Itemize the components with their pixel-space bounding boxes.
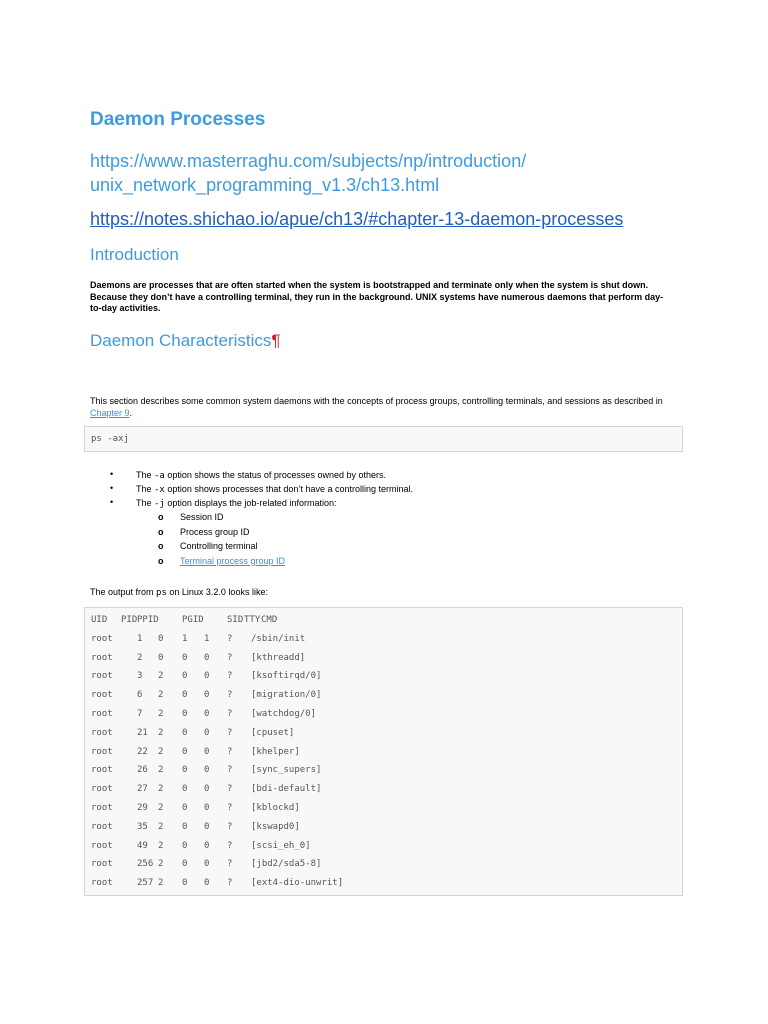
output-row	[91, 803, 682, 822]
cell-ppid: 0	[158, 652, 164, 663]
cell-uid: root	[91, 859, 113, 870]
header-ppid: PPID	[137, 615, 159, 625]
cell-pid: 35	[137, 821, 148, 832]
cell-cmd: [kblockd]	[251, 802, 300, 813]
cell-tty: ?	[227, 671, 233, 682]
circle-bullet-icon: o	[158, 555, 164, 566]
cell-ppid: 2	[158, 765, 164, 776]
cell-uid: root	[91, 746, 113, 757]
heading-anchor-link[interactable]: ¶	[271, 331, 281, 350]
output-row	[91, 690, 682, 709]
cell-sid: 0	[204, 727, 210, 738]
source-url-text	[90, 149, 710, 197]
cell-uid: root	[91, 878, 113, 889]
header-uid: UID	[91, 615, 108, 625]
terminal-pgid-link[interactable]: Terminal process group ID	[180, 555, 286, 566]
cell-pid: 1	[137, 633, 143, 644]
option-pre: The	[136, 498, 155, 508]
option-flag: -x	[154, 485, 165, 495]
cell-tty: ?	[227, 840, 233, 851]
header-cmd: CMD	[261, 615, 278, 625]
bullet-icon: •	[110, 497, 114, 507]
cell-pid: 2	[137, 652, 143, 663]
list-item	[158, 556, 285, 571]
header-pid: PID	[121, 615, 138, 625]
cell-sid: 0	[204, 690, 210, 701]
cell-sid: 1	[204, 633, 210, 644]
cell-uid: root	[91, 727, 113, 738]
cell-pgid: 0	[182, 708, 188, 719]
cell-uid: root	[91, 821, 113, 832]
cell-ppid: 2	[158, 878, 164, 889]
characteristics-heading	[90, 331, 281, 351]
source-url-line-2: unix_network_programming_v1.3/ch13.html	[90, 175, 440, 195]
output-row	[91, 709, 682, 728]
cell-pid: 22	[137, 746, 148, 757]
introduction-paragraph: Daemons are processes that are often started when the system is bootstrapped and terminate only when the system is shut down. Because they don’t have a controlling terminal, they run in the background. UNIX systems have numerous daemons that perform day-to-day activities.	[90, 280, 664, 313]
cell-ppid: 2	[158, 690, 164, 701]
cell-pgid: 0	[182, 821, 188, 832]
cell-cmd: /sbin/init	[251, 633, 306, 644]
cell-pgid: 0	[182, 690, 188, 701]
output-row	[91, 822, 682, 841]
circle-bullet-icon: o	[158, 526, 164, 537]
cell-tty: ?	[227, 784, 233, 795]
cell-tty: ?	[227, 765, 233, 776]
header-tty: TTY	[244, 615, 261, 625]
cell-ppid: 2	[158, 840, 164, 851]
output-row	[91, 634, 682, 653]
command-code-block	[84, 426, 683, 452]
cell-ppid: 2	[158, 671, 164, 682]
cell-sid: 0	[204, 765, 210, 776]
cell-uid: root	[91, 765, 113, 776]
cell-cmd: [watchdog/0]	[251, 708, 317, 719]
cell-cmd: [migration/0]	[251, 690, 322, 701]
list-item	[158, 512, 285, 527]
cell-pgid: 0	[182, 859, 188, 870]
cell-ppid: 2	[158, 802, 164, 813]
option-pre: The	[136, 484, 155, 494]
cell-pgid: 0	[182, 652, 188, 663]
cell-ppid: 2	[158, 708, 164, 719]
cell-pgid: 0	[182, 765, 188, 776]
output-row	[91, 728, 682, 747]
cell-ppid: 2	[158, 784, 164, 795]
cell-cmd: [bdi-default]	[251, 784, 322, 795]
option-flag: -a	[154, 471, 165, 481]
cell-tty: ?	[227, 708, 233, 719]
cell-cmd: [cpuset]	[251, 727, 295, 738]
output-intro-post: on Linux 3.2.0 looks like:	[166, 587, 268, 597]
notes-link[interactable]: https://notes.shichao.io/apue/ch13/#chapter-13-daemon-processes	[90, 209, 624, 229]
cell-ppid: 2	[158, 859, 164, 870]
bullet-icon: •	[110, 483, 114, 493]
output-intro-pre: The output from	[90, 587, 157, 597]
cell-pgid: 0	[182, 746, 188, 757]
cell-tty: ?	[227, 821, 233, 832]
output-row	[91, 841, 682, 860]
cell-sid: 0	[204, 708, 210, 719]
circle-bullet-icon: o	[158, 541, 164, 551]
cell-pid: 257	[137, 878, 154, 889]
chapter-9-link[interactable]: Chapter 9	[90, 407, 130, 418]
cell-cmd: [kswapd0]	[251, 821, 300, 832]
cell-sid: 0	[204, 840, 210, 851]
cell-pgid: 0	[182, 784, 188, 795]
cell-uid: root	[91, 652, 113, 663]
cell-cmd: [ksoftirqd/0]	[251, 671, 322, 682]
cell-uid: root	[91, 708, 113, 719]
list-item	[110, 484, 670, 498]
section-paragraph	[90, 396, 690, 419]
cell-sid: 0	[204, 821, 210, 832]
options-list	[110, 470, 670, 512]
cell-pgid: 0	[182, 802, 188, 813]
introduction-heading: Introduction	[90, 245, 179, 264]
cell-uid: root	[91, 671, 113, 682]
cell-uid: root	[91, 840, 113, 851]
cell-cmd: [khelper]	[251, 746, 300, 757]
cell-sid: 0	[204, 859, 210, 870]
list-item	[110, 498, 670, 512]
cell-pid: 256	[137, 859, 154, 870]
job-info-list	[158, 512, 285, 570]
cell-tty: ?	[227, 633, 233, 644]
cell-pgid: 0	[182, 878, 188, 889]
cell-sid: 0	[204, 784, 210, 795]
cell-uid: root	[91, 633, 113, 644]
cell-pid: 21	[137, 727, 148, 738]
cell-ppid: 0	[158, 633, 164, 644]
cell-cmd: [ext4-dio-unwrit]	[251, 878, 344, 889]
section-text: This section describes some common system daemons with the concepts of process groups, controlling terminals, and sessions as described in	[90, 396, 663, 406]
option-pre: The	[136, 470, 155, 480]
output-row	[91, 765, 682, 784]
source-url-line-1: https://www.masterraghu.com/subjects/np/introduction/	[90, 151, 527, 171]
cell-pid: 26	[137, 765, 148, 776]
cell-tty: ?	[227, 859, 233, 870]
cell-pid: 7	[137, 708, 143, 719]
option-desc: option displays the job-related information:	[164, 498, 337, 508]
cell-ppid: 2	[158, 727, 164, 738]
cell-tty: ?	[227, 802, 233, 813]
option-flag: -j	[154, 499, 165, 509]
output-rows	[91, 634, 682, 897]
cell-pgid: 1	[182, 633, 188, 644]
cell-pid: 29	[137, 802, 148, 813]
output-row	[91, 653, 682, 672]
list-item	[158, 527, 285, 542]
ps-output-code-block	[84, 607, 683, 896]
cell-pid: 49	[137, 840, 148, 851]
cell-sid: 0	[204, 746, 210, 757]
cell-tty: ?	[227, 878, 233, 889]
output-row	[91, 859, 682, 878]
cell-uid: root	[91, 690, 113, 701]
job-info-item: Process group ID	[180, 526, 250, 537]
bullet-icon: •	[110, 469, 114, 479]
cell-pgid: 0	[182, 671, 188, 682]
cell-pgid: 0	[182, 840, 188, 851]
output-row	[91, 784, 682, 803]
output-row	[91, 878, 682, 897]
output-row	[91, 671, 682, 690]
characteristics-heading-text: Daemon Characteristics	[90, 331, 272, 350]
list-item	[110, 470, 670, 484]
cell-ppid: 2	[158, 746, 164, 757]
list-item	[158, 541, 285, 556]
cell-tty: ?	[227, 727, 233, 738]
output-header-row	[91, 615, 682, 634]
cell-cmd: [sync_supers]	[251, 765, 322, 776]
header-pgid: PGID	[182, 615, 204, 625]
cell-pid: 27	[137, 784, 148, 795]
cell-sid: 0	[204, 671, 210, 682]
command-text: ps -axj	[91, 434, 129, 444]
page-title: Daemon Processes	[90, 109, 266, 130]
circle-bullet-icon: o	[158, 512, 164, 522]
cell-ppid: 2	[158, 821, 164, 832]
output-intro-cmd: ps	[156, 588, 167, 598]
cell-cmd: [jbd2/sda5-8]	[251, 859, 322, 870]
cell-pid: 3	[137, 671, 143, 682]
header-sid: SID	[227, 615, 244, 625]
cell-sid: 0	[204, 652, 210, 663]
output-intro	[90, 587, 268, 598]
cell-sid: 0	[204, 878, 210, 889]
cell-tty: ?	[227, 690, 233, 701]
job-info-item: Session ID	[180, 512, 224, 522]
output-row	[91, 747, 682, 766]
cell-tty: ?	[227, 746, 233, 757]
cell-pgid: 0	[182, 727, 188, 738]
option-desc: option shows the status of processes owned by others.	[164, 470, 386, 480]
cell-cmd: [kthreadd]	[251, 652, 306, 663]
cell-uid: root	[91, 784, 113, 795]
cell-cmd: [scsi_eh_0]	[251, 840, 311, 851]
cell-uid: root	[91, 802, 113, 813]
cell-sid: 0	[204, 802, 210, 813]
option-desc: option shows processes that don’t have a controlling terminal.	[164, 484, 413, 494]
section-text-end: .	[129, 407, 133, 418]
cell-pid: 6	[137, 690, 143, 701]
job-info-item: Controlling terminal	[180, 541, 258, 551]
cell-tty: ?	[227, 652, 233, 663]
